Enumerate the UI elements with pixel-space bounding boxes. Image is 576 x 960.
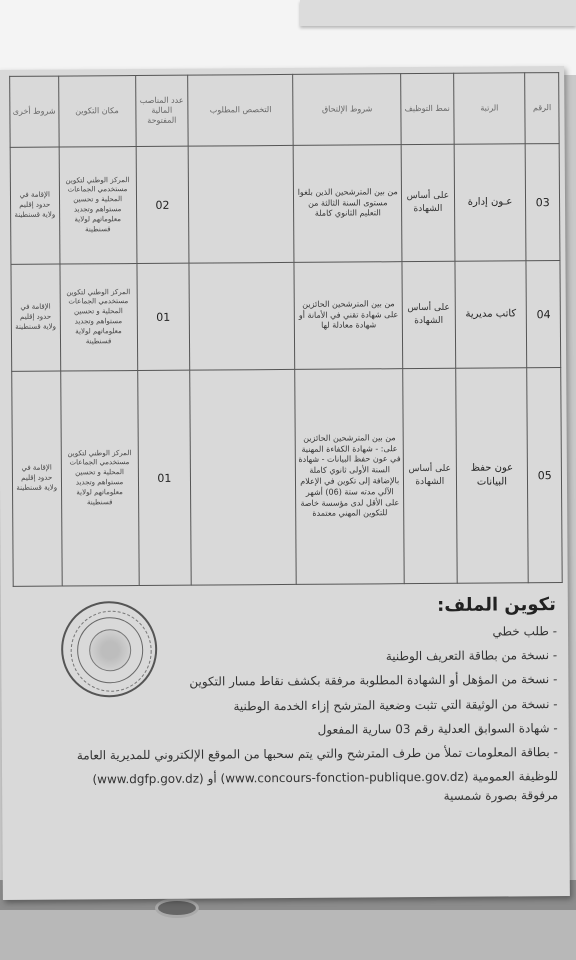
header-other: شروط أخرى xyxy=(10,76,59,147)
header-num: الرقم xyxy=(525,73,559,144)
dossier-end-line: مرفوقة بصورة شمسية xyxy=(443,788,559,804)
row-place: المركز الوطني لتكوين مستخدمي الجماعات المحلية و تحسين مستواهم وتجديد معلوماتهم لولاية قسنطينة xyxy=(59,264,137,372)
header-rank: الرتبة xyxy=(453,73,525,145)
header-conditions: شروط الإلتحاق xyxy=(293,74,401,146)
header-specialty: التخصص المطلوب xyxy=(188,74,294,146)
row-specialty xyxy=(189,262,295,370)
url-line xyxy=(22,768,558,788)
row-place: المركز الوطني لتكوين مستخدمي الجماعات المحلية و تحسين مستواهم وتجديد معلوماتهم لولاية قسنطينة xyxy=(60,371,139,587)
row-place: المركز الوطني لتكوين مستخدمي الجماعات المحلية و تحسين مستواهم وتجديد معلوماتهم لولاية قسنطينة xyxy=(59,147,137,265)
background-paper-edge xyxy=(300,0,576,26)
notice-sheet xyxy=(0,66,570,900)
row-conditions: من بين المترشحين الحائزين على: - شهادة الكفاءة المهنية في عون حفظ البيانات - شهادة السنة الأولى ثانوي كاملة بالإضافة إلى تكوين في الإعلام الآلي مدته ستة (06) أشهر على الأقل لدى مؤسسة خاصة للتكوين المهني معتمدة xyxy=(295,369,404,585)
row-posts: 01 xyxy=(137,263,190,370)
list-item: - شهادة السوابق العدلية رقم 03 سارية المفعول xyxy=(317,720,558,737)
header-mode: نمط التوظيف xyxy=(401,73,454,144)
list-item: - طلب خطي xyxy=(492,624,558,639)
row-other: الإقامة في حدود إقليم ولاية قسنطينة xyxy=(12,371,62,586)
row-rank: عون حفظ البيانات xyxy=(455,368,528,583)
table-row xyxy=(12,368,562,587)
header-place: مكان التكوين xyxy=(58,76,136,148)
row-mode: على أساس الشهادة xyxy=(403,368,457,583)
row-num: 05 xyxy=(527,368,562,583)
table-header-row xyxy=(10,73,559,148)
floor-drain xyxy=(155,898,199,918)
row-rank: عـون إدارة xyxy=(454,144,527,261)
row-conditions: من بين المترشحين الذين بلغوا مستوى السنة الثالثة من التعليم الثانوي كاملة xyxy=(293,145,402,263)
row-specialty xyxy=(190,369,297,585)
url-or: أو xyxy=(207,771,217,786)
list-item: - نسخة من الوثيقة التي تثبت وضعية المترشح إزاء الخدمة الوطنية xyxy=(233,696,558,713)
table-row xyxy=(10,144,560,265)
dossier-title: تكوين الملف: xyxy=(437,594,556,616)
dossier-list xyxy=(21,623,562,788)
row-posts: 01 xyxy=(137,370,191,585)
row-posts: 02 xyxy=(136,146,189,263)
row-specialty xyxy=(188,145,294,263)
row-num: 03 xyxy=(526,144,560,261)
row-other: الإقامة في حدود إقليم ولاية قسنطينة xyxy=(10,147,59,264)
row-mode: على أساس الشهادة xyxy=(401,144,454,261)
positions-table xyxy=(9,72,563,587)
website-link-1[interactable]: (www.concours-fonction-publique.gov.dz) xyxy=(220,769,469,786)
row-rank: كاتب مديرية xyxy=(455,261,528,368)
row-conditions: من بين المترشحين الحائزين على شهادة تقني في الأمانة أو شهادة معادلة لها xyxy=(294,262,403,370)
header-posts: عدد المناصب المالية المفتوحة xyxy=(135,75,188,146)
row-mode: على أساس الشهادة xyxy=(402,261,455,368)
table-row xyxy=(11,261,561,372)
list-item: - نسخة من بطاقة التعريف الوطنية xyxy=(385,648,558,664)
row-num: 04 xyxy=(526,261,560,368)
url-line-prefix: للوظيفة العمومية xyxy=(472,769,559,784)
list-item: - نسخة من المؤهل أو الشهادة المطلوبة مرفقة بكشف نقاط مسار التكوين xyxy=(189,672,558,690)
row-other: الإقامة في حدود إقليم ولاية قسنطينة xyxy=(11,264,60,371)
list-item: - بطاقة المعلومات تملأ من طرف المترشح والتي يتم سحبها من الموقع الإلكتروني للمديرية العامة xyxy=(76,745,558,763)
website-link-2[interactable]: (www.dgfp.gov.dz) xyxy=(92,771,204,787)
dossier-section xyxy=(21,586,562,806)
